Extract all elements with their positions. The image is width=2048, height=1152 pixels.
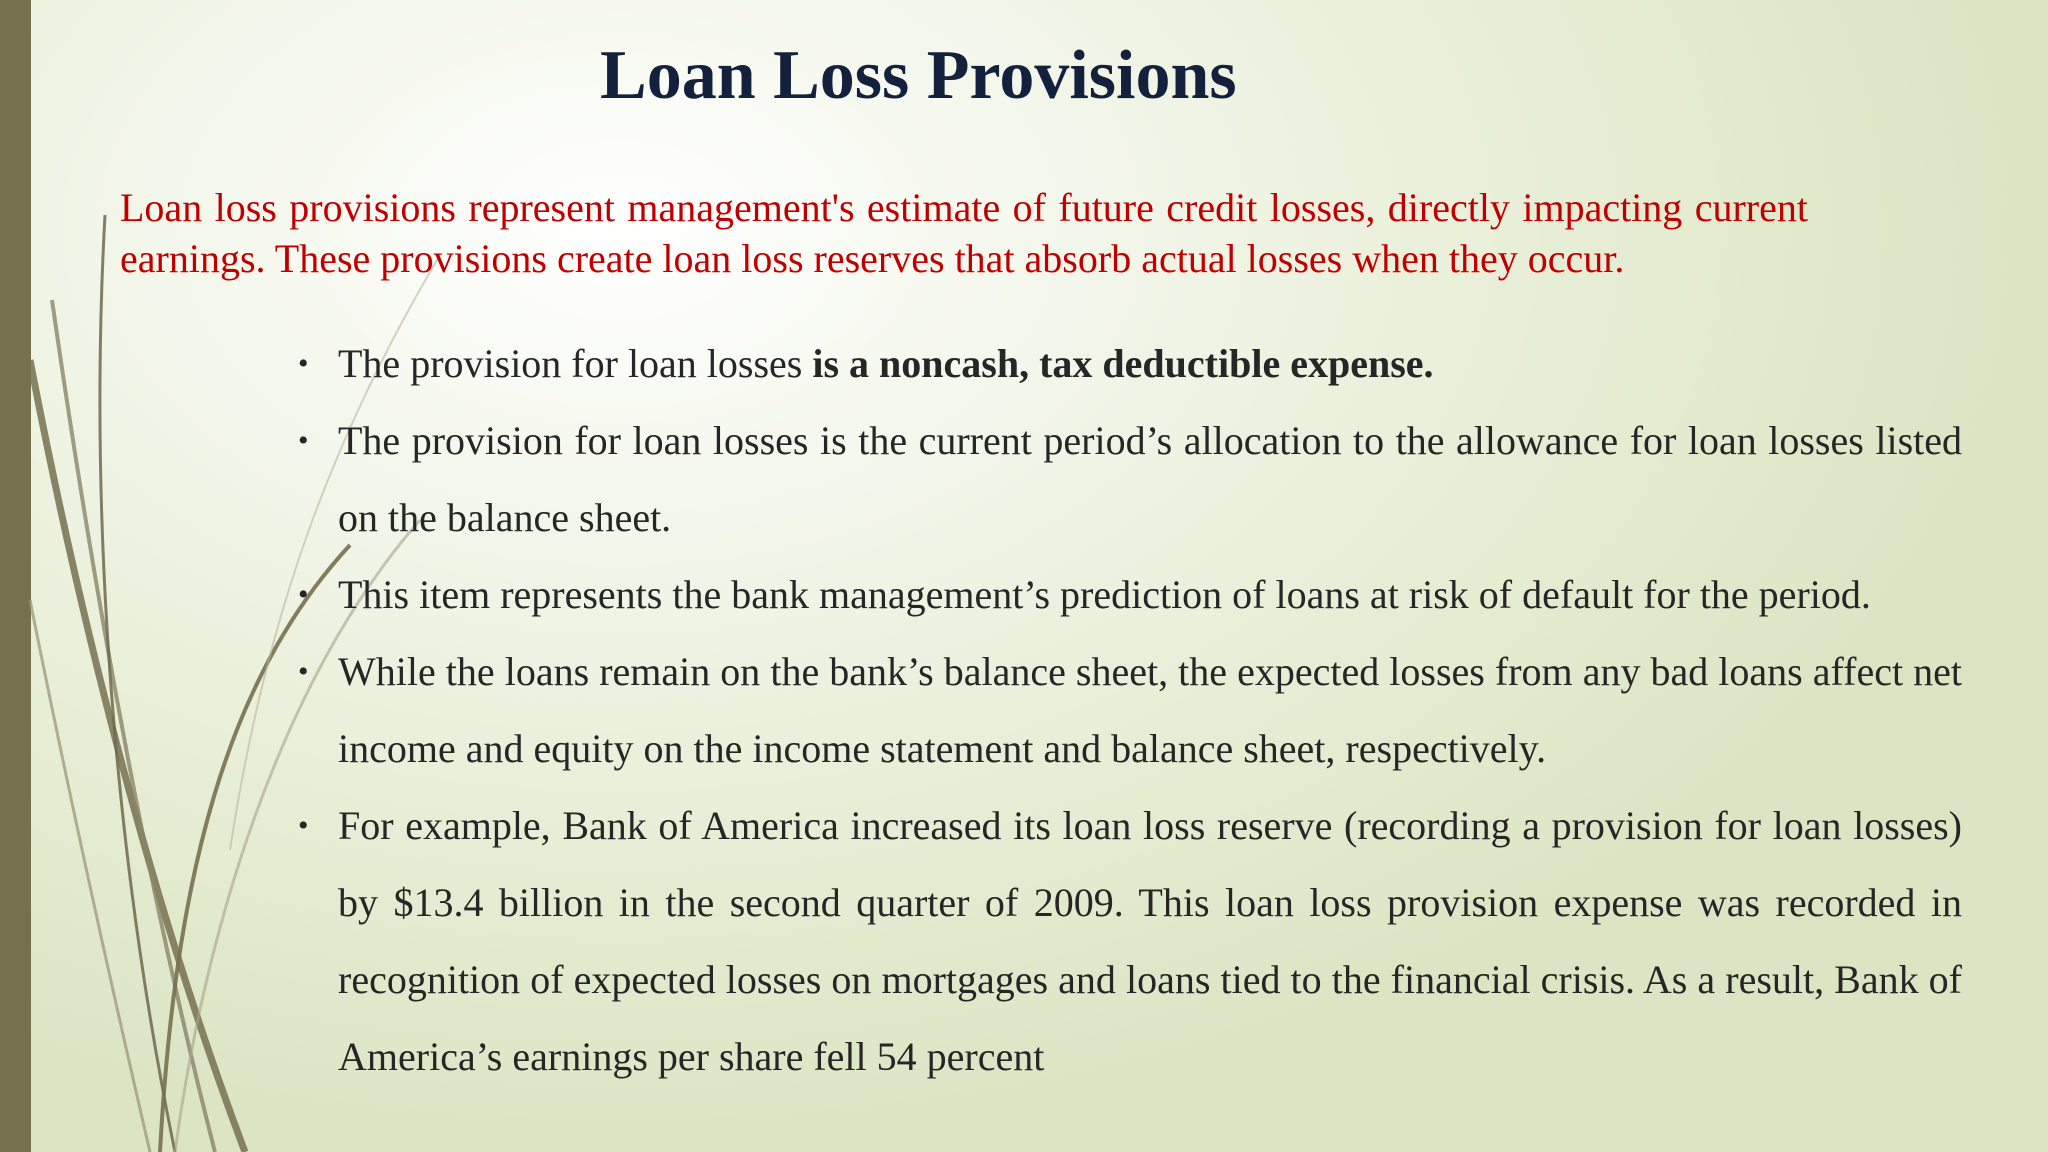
bullet-text	[338, 341, 1434, 386]
bullet-list	[298, 325, 1962, 1095]
left-accent-bar	[0, 0, 31, 1152]
bullet-item	[298, 402, 1962, 556]
intro-paragraph: Loan loss provisions represent management's estimate of future credit losses, directly impacting current earnings. These provisions create loan loss reserves that absorb actual losses when they occur.	[120, 185, 1808, 281]
bullet-icon: •	[298, 578, 309, 611]
bullet-item	[298, 325, 1962, 402]
bullet-item	[298, 633, 1962, 787]
bullet-item	[298, 787, 1962, 1095]
slide-title: Loan Loss Provisions	[600, 37, 1237, 114]
bullet-icon: •	[298, 347, 309, 380]
bullet-icon: •	[298, 424, 309, 457]
bullet-text: This item represents the bank management’s prediction of loans at risk of default for the period.	[338, 572, 1871, 617]
bullet-plain-text: The provision for loan losses	[338, 341, 813, 386]
bullet-text: The provision for loan losses is the current period’s allocation to the allowance for loan losses listed on the balance sheet.	[338, 418, 1962, 540]
bullet-bold-text: is a noncash, tax deductible expense.	[812, 341, 1434, 386]
bullet-icon: •	[298, 809, 309, 842]
bullet-item	[298, 556, 1962, 633]
bullet-icon: •	[298, 655, 309, 688]
bullet-text: For example, Bank of America increased its loan loss reserve (recording a provision for loan losses) by $13.4 billion in the second quarter of 2009. This loan loss provision expense was recorded in recognition of expected losses on mortgages and loans tied to the financial crisis. As a result, Bank of America’s earnings per share fell 54 percent	[338, 803, 1962, 1079]
bullet-text: While the loans remain on the bank’s balance sheet, the expected losses from any bad loans affect net income and equity on the income statement and balance sheet, respectively.	[338, 649, 1962, 771]
